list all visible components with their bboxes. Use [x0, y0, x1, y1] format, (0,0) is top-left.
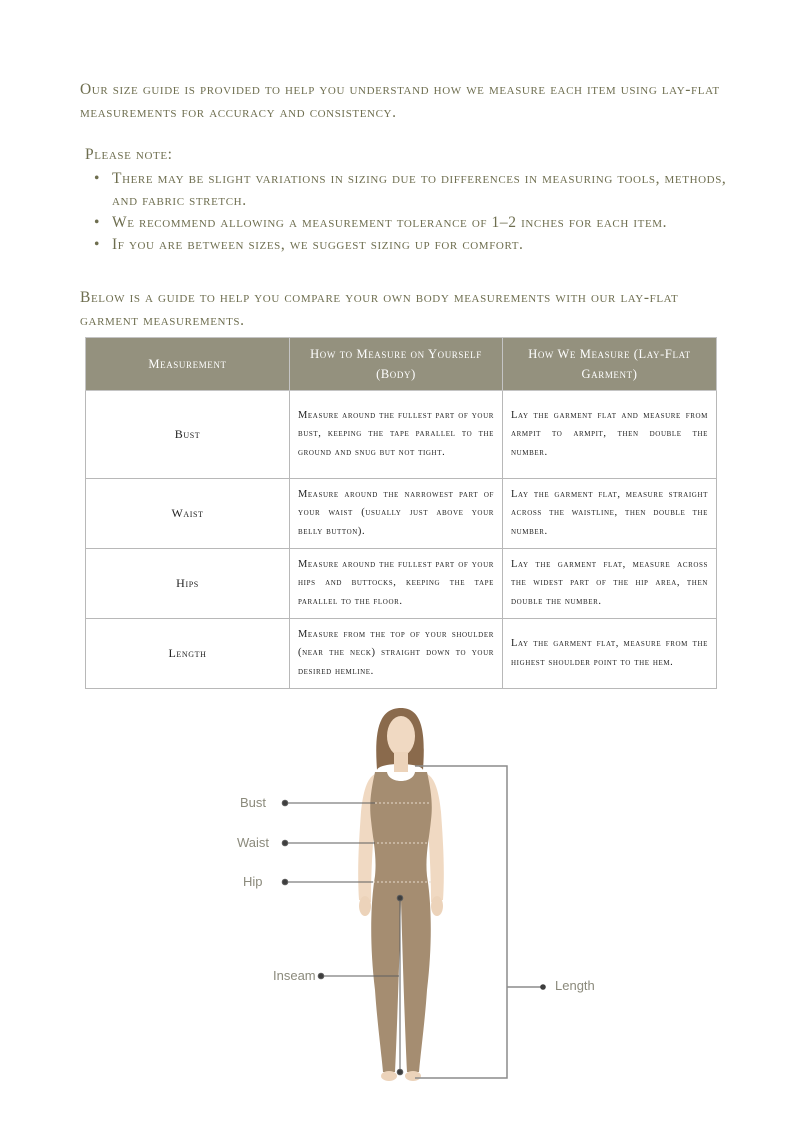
table-row	[86, 391, 717, 479]
garment	[370, 772, 432, 1072]
garment-instruction: Lay the garment flat, measure from the highest shoulder point to the hem.	[503, 619, 717, 689]
header-body: How to Measure on Yourself (Body)	[290, 338, 503, 391]
header-garment: How We Measure (Lay-Flat Garment)	[503, 338, 717, 391]
label-inseam: Inseam	[273, 968, 316, 983]
measurement-name: Length	[86, 619, 290, 689]
note-item: • We recommend allowing a measurement tolerance of 1–2 inches for each item.	[92, 212, 732, 234]
intro-paragraph: Our size guide is provided to help you understand how we measure each item using lay-flat measurements for accuracy and consistency.	[80, 81, 720, 121]
label-waist: Waist	[237, 835, 270, 850]
label-hip: Hip	[243, 874, 263, 889]
label-length: Length	[555, 978, 595, 993]
measurement-name: Hips	[86, 549, 290, 619]
measurement-figure	[225, 700, 625, 1090]
body-instruction: Measure around the fullest part of your bust, keeping the tape parallel to the ground and snug but not tight.	[290, 391, 503, 479]
table-header-row	[86, 338, 717, 391]
table-row	[86, 549, 717, 619]
size-guide-table	[85, 337, 717, 689]
table-row	[86, 619, 717, 689]
garment-instruction: Lay the garment flat and measure from armpit to armpit, then double the number.	[503, 391, 717, 479]
header-measurement: Measurement	[86, 338, 290, 391]
table-row	[86, 479, 717, 549]
body-instruction: Measure around the narrowest part of your waist (usually just above your belly button).	[290, 479, 503, 549]
garment-instruction: Lay the garment flat, measure straight across the waistline, then double the number.	[503, 479, 717, 549]
measurement-name: Bust	[86, 391, 290, 479]
note-item: • If you are between sizes, we suggest sizing up for comfort.	[92, 234, 732, 256]
note-title: Please note:	[85, 146, 173, 163]
compare-intro: Below is a guide to help you compare your own body measurements with our lay-flat garment measurements.	[80, 289, 679, 329]
body-instruction: Measure from the top of your shoulder (near the neck) straight down to your desired hemline.	[290, 619, 503, 689]
label-bust: Bust	[240, 795, 267, 810]
body-instruction: Measure around the fullest part of your hips and buttocks, keeping the tape parallel to the floor.	[290, 549, 503, 619]
garment-instruction: Lay the garment flat, measure across the widest part of the hip area, then double the number.	[503, 549, 717, 619]
model-illustration	[358, 708, 444, 1081]
note-list	[92, 168, 732, 256]
note-item: • There may be slight variations in sizing due to differences in measuring tools, methods, and fabric stretch.	[92, 168, 732, 212]
measurement-name: Waist	[86, 479, 290, 549]
